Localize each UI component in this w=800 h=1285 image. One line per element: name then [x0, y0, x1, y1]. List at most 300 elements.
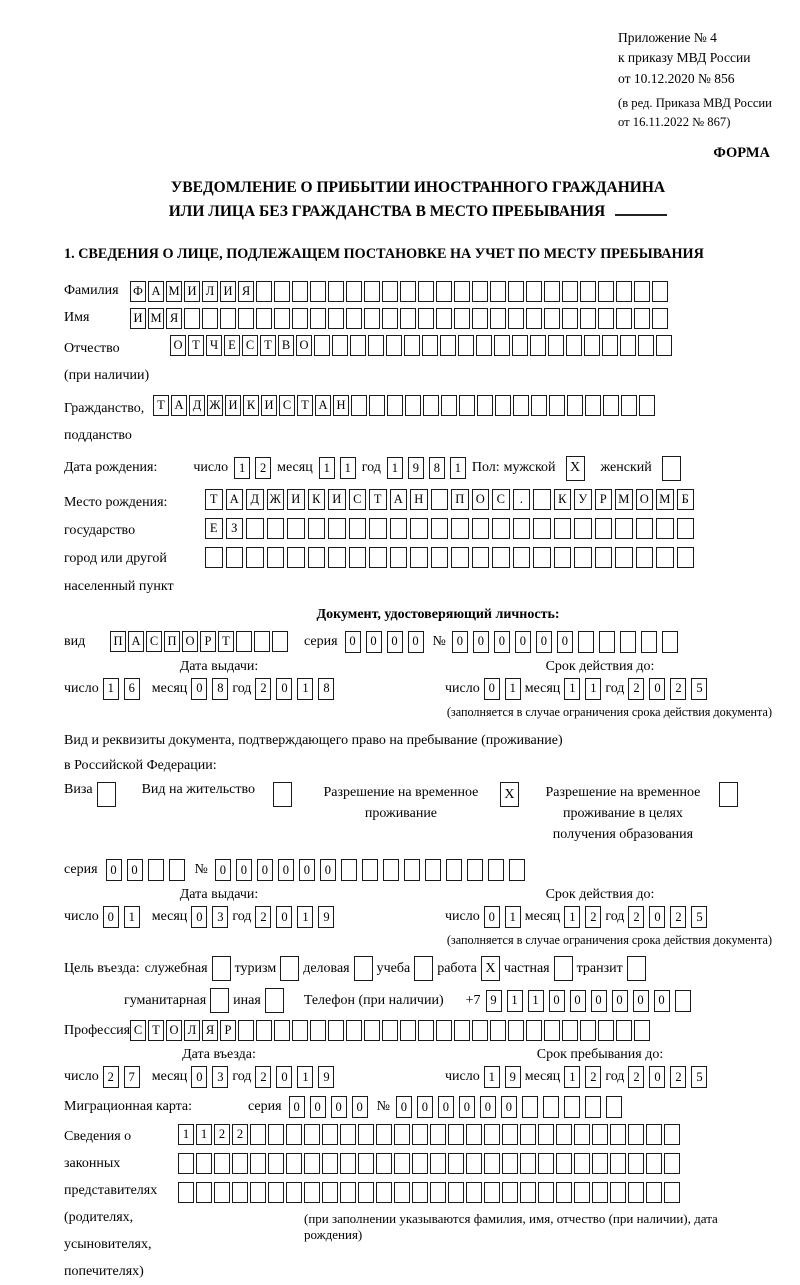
char-cell[interactable]: Р: [220, 1020, 236, 1041]
char-cell[interactable]: [214, 1182, 230, 1203]
purpose-humanitarian-checkbox[interactable]: [210, 988, 229, 1013]
char-cell[interactable]: [595, 518, 613, 539]
char-cell[interactable]: [405, 395, 421, 416]
char-cell[interactable]: [328, 308, 344, 329]
char-cell[interactable]: [598, 1020, 614, 1041]
char-cell[interactable]: [526, 308, 542, 329]
char-cell[interactable]: [664, 1124, 680, 1145]
char-cell[interactable]: [533, 518, 551, 539]
char-cell[interactable]: [246, 547, 264, 568]
char-cell[interactable]: [522, 1096, 538, 1118]
char-cell[interactable]: 0: [310, 1096, 326, 1118]
char-cell[interactable]: М: [166, 281, 182, 302]
char-cell[interactable]: [430, 1153, 446, 1174]
char-cell[interactable]: [580, 308, 596, 329]
char-cell[interactable]: О: [296, 335, 312, 356]
char-cell[interactable]: [638, 335, 654, 356]
char-cell[interactable]: [508, 281, 524, 302]
char-cell[interactable]: [580, 1020, 596, 1041]
char-cell[interactable]: [286, 1153, 302, 1174]
char-cell[interactable]: 0: [299, 859, 315, 881]
char-cell[interactable]: [520, 1153, 536, 1174]
char-cell[interactable]: [328, 547, 346, 568]
char-cell[interactable]: [562, 281, 578, 302]
char-cell[interactable]: [205, 547, 223, 568]
char-cell[interactable]: [410, 547, 428, 568]
visa-checkbox[interactable]: [97, 782, 116, 807]
char-cell[interactable]: [431, 518, 449, 539]
char-cell[interactable]: Я: [202, 1020, 218, 1041]
char-cell[interactable]: 0: [494, 631, 510, 653]
char-cell[interactable]: Ж: [267, 489, 285, 510]
char-cell[interactable]: Ж: [207, 395, 223, 416]
char-cell[interactable]: [250, 1182, 266, 1203]
purpose-official-checkbox[interactable]: [212, 956, 231, 981]
char-cell[interactable]: [310, 1020, 326, 1041]
char-cell[interactable]: [454, 308, 470, 329]
char-cell[interactable]: 0: [484, 906, 500, 928]
char-cell[interactable]: К: [308, 489, 326, 510]
char-cell[interactable]: 5: [691, 906, 707, 928]
char-cell[interactable]: [646, 1124, 662, 1145]
purpose-study-checkbox[interactable]: [414, 956, 433, 981]
char-cell[interactable]: [472, 547, 490, 568]
char-cell[interactable]: Н: [333, 395, 349, 416]
char-cell[interactable]: 2: [628, 1066, 644, 1088]
char-cell[interactable]: 0: [570, 990, 586, 1012]
char-cell[interactable]: [322, 1153, 338, 1174]
char-cell[interactable]: Т: [297, 395, 313, 416]
char-cell[interactable]: 3: [212, 906, 228, 928]
char-cell[interactable]: [448, 1182, 464, 1203]
char-cell[interactable]: [267, 547, 285, 568]
char-cell[interactable]: А: [226, 489, 244, 510]
char-cell[interactable]: [310, 308, 326, 329]
char-cell[interactable]: [543, 1096, 559, 1118]
purpose-tourism-checkbox[interactable]: [280, 956, 299, 981]
char-cell[interactable]: 1: [297, 678, 313, 700]
char-cell[interactable]: [376, 1124, 392, 1145]
char-cell[interactable]: [430, 1124, 446, 1145]
char-cell[interactable]: Д: [246, 489, 264, 510]
char-cell[interactable]: 0: [515, 631, 531, 653]
char-cell[interactable]: [418, 281, 434, 302]
char-cell[interactable]: [513, 547, 531, 568]
char-cell[interactable]: [484, 1182, 500, 1203]
char-cell[interactable]: [394, 1182, 410, 1203]
char-cell[interactable]: [459, 395, 475, 416]
char-cell[interactable]: [556, 1153, 572, 1174]
char-cell[interactable]: 3: [212, 1066, 228, 1088]
char-cell[interactable]: С: [130, 1020, 146, 1041]
char-cell[interactable]: А: [128, 631, 144, 652]
char-cell[interactable]: [585, 395, 601, 416]
char-cell[interactable]: А: [148, 281, 164, 302]
char-cell[interactable]: [598, 281, 614, 302]
char-cell[interactable]: [495, 395, 511, 416]
char-cell[interactable]: 2: [585, 1066, 601, 1088]
char-cell[interactable]: [595, 547, 613, 568]
char-cell[interactable]: [376, 1182, 392, 1203]
char-cell[interactable]: [148, 859, 164, 881]
char-cell[interactable]: [508, 1020, 524, 1041]
char-cell[interactable]: Т: [205, 489, 223, 510]
char-cell[interactable]: 0: [549, 990, 565, 1012]
char-cell[interactable]: [549, 395, 565, 416]
char-cell[interactable]: [620, 631, 636, 653]
char-cell[interactable]: 0: [276, 906, 292, 928]
char-cell[interactable]: [513, 395, 529, 416]
char-cell[interactable]: [615, 518, 633, 539]
char-cell[interactable]: [184, 308, 200, 329]
char-cell[interactable]: [492, 518, 510, 539]
char-cell[interactable]: Т: [369, 489, 387, 510]
char-cell[interactable]: 0: [345, 631, 361, 653]
char-cell[interactable]: [341, 859, 357, 881]
char-cell[interactable]: 0: [331, 1096, 347, 1118]
char-cell[interactable]: [466, 1153, 482, 1174]
char-cell[interactable]: [286, 1124, 302, 1145]
char-cell[interactable]: 8: [318, 678, 334, 700]
char-cell[interactable]: 1: [103, 678, 119, 700]
char-cell[interactable]: [274, 281, 290, 302]
purpose-private-checkbox[interactable]: [554, 956, 573, 981]
char-cell[interactable]: [548, 335, 564, 356]
char-cell[interactable]: [598, 308, 614, 329]
purpose-other-checkbox[interactable]: [265, 988, 284, 1013]
char-cell[interactable]: 9: [505, 1066, 521, 1088]
char-cell[interactable]: [220, 308, 236, 329]
char-cell[interactable]: [246, 518, 264, 539]
char-cell[interactable]: [646, 1153, 662, 1174]
char-cell[interactable]: О: [636, 489, 654, 510]
char-cell[interactable]: [646, 1182, 662, 1203]
char-cell[interactable]: [274, 1020, 290, 1041]
char-cell[interactable]: П: [110, 631, 126, 652]
char-cell[interactable]: Т: [218, 631, 234, 652]
char-cell[interactable]: К: [554, 489, 572, 510]
char-cell[interactable]: [476, 335, 492, 356]
char-cell[interactable]: [526, 281, 542, 302]
char-cell[interactable]: 1: [387, 457, 403, 479]
char-cell[interactable]: [226, 547, 244, 568]
char-cell[interactable]: 1: [178, 1124, 194, 1145]
char-cell[interactable]: 0: [473, 631, 489, 653]
char-cell[interactable]: [606, 1096, 622, 1118]
char-cell[interactable]: [350, 335, 366, 356]
char-cell[interactable]: 1: [340, 457, 356, 479]
char-cell[interactable]: [418, 308, 434, 329]
char-cell[interactable]: [256, 281, 272, 302]
char-cell[interactable]: [472, 518, 490, 539]
char-cell[interactable]: Ф: [130, 281, 146, 302]
char-cell[interactable]: [538, 1124, 554, 1145]
char-cell[interactable]: [584, 335, 600, 356]
char-cell[interactable]: [602, 335, 618, 356]
purpose-transit-checkbox[interactable]: [627, 956, 646, 981]
char-cell[interactable]: [328, 1020, 344, 1041]
char-cell[interactable]: [304, 1153, 320, 1174]
char-cell[interactable]: С: [492, 489, 510, 510]
char-cell[interactable]: 0: [366, 631, 382, 653]
char-cell[interactable]: [346, 1020, 362, 1041]
char-cell[interactable]: 1: [319, 457, 335, 479]
char-cell[interactable]: 2: [670, 906, 686, 928]
char-cell[interactable]: [556, 1182, 572, 1203]
temp-residence-checkbox[interactable]: X: [500, 782, 519, 807]
char-cell[interactable]: [272, 631, 288, 652]
char-cell[interactable]: [268, 1124, 284, 1145]
char-cell[interactable]: [472, 1020, 488, 1041]
char-cell[interactable]: [562, 308, 578, 329]
char-cell[interactable]: [544, 281, 560, 302]
char-cell[interactable]: [603, 395, 619, 416]
char-cell[interactable]: [628, 1124, 644, 1145]
char-cell[interactable]: 0: [591, 990, 607, 1012]
char-cell[interactable]: [636, 518, 654, 539]
char-cell[interactable]: [578, 631, 594, 653]
char-cell[interactable]: [585, 1096, 601, 1118]
char-cell[interactable]: [358, 1124, 374, 1145]
char-cell[interactable]: [580, 281, 596, 302]
char-cell[interactable]: [538, 1153, 554, 1174]
purpose-business-checkbox[interactable]: [354, 956, 373, 981]
char-cell[interactable]: 1: [564, 1066, 580, 1088]
char-cell[interactable]: [592, 1124, 608, 1145]
char-cell[interactable]: [362, 859, 378, 881]
char-cell[interactable]: 2: [255, 906, 271, 928]
char-cell[interactable]: Л: [202, 281, 218, 302]
char-cell[interactable]: 1: [484, 1066, 500, 1088]
char-cell[interactable]: [310, 281, 326, 302]
char-cell[interactable]: Е: [205, 518, 223, 539]
char-cell[interactable]: [641, 631, 657, 653]
char-cell[interactable]: Л: [184, 1020, 200, 1041]
char-cell[interactable]: [458, 335, 474, 356]
char-cell[interactable]: [677, 518, 695, 539]
char-cell[interactable]: [628, 1182, 644, 1203]
char-cell[interactable]: [196, 1153, 212, 1174]
char-cell[interactable]: [566, 335, 582, 356]
char-cell[interactable]: [466, 1182, 482, 1203]
char-cell[interactable]: [454, 281, 470, 302]
char-cell[interactable]: 1: [196, 1124, 212, 1145]
char-cell[interactable]: [382, 308, 398, 329]
char-cell[interactable]: 0: [278, 859, 294, 881]
char-cell[interactable]: Я: [166, 308, 182, 329]
char-cell[interactable]: 0: [417, 1096, 433, 1118]
char-cell[interactable]: О: [182, 631, 198, 652]
char-cell[interactable]: 1: [564, 906, 580, 928]
char-cell[interactable]: [364, 308, 380, 329]
char-cell[interactable]: [574, 1182, 590, 1203]
char-cell[interactable]: 2: [670, 678, 686, 700]
char-cell[interactable]: [358, 1153, 374, 1174]
char-cell[interactable]: 0: [484, 678, 500, 700]
char-cell[interactable]: [178, 1182, 194, 1203]
char-cell[interactable]: [520, 1182, 536, 1203]
char-cell[interactable]: [332, 335, 348, 356]
char-cell[interactable]: [502, 1124, 518, 1145]
char-cell[interactable]: 2: [103, 1066, 119, 1088]
char-cell[interactable]: [349, 518, 367, 539]
char-cell[interactable]: [472, 281, 488, 302]
char-cell[interactable]: [472, 308, 488, 329]
char-cell[interactable]: [446, 859, 462, 881]
char-cell[interactable]: [382, 1020, 398, 1041]
char-cell[interactable]: 0: [289, 1096, 305, 1118]
char-cell[interactable]: [615, 547, 633, 568]
char-cell[interactable]: М: [148, 308, 164, 329]
char-cell[interactable]: [250, 1124, 266, 1145]
char-cell[interactable]: С: [279, 395, 295, 416]
char-cell[interactable]: [436, 281, 452, 302]
char-cell[interactable]: С: [242, 335, 258, 356]
char-cell[interactable]: [202, 308, 218, 329]
char-cell[interactable]: 0: [557, 631, 573, 653]
char-cell[interactable]: [431, 489, 449, 510]
char-cell[interactable]: [308, 518, 326, 539]
char-cell[interactable]: 0: [438, 1096, 454, 1118]
char-cell[interactable]: [422, 335, 438, 356]
char-cell[interactable]: 2: [628, 906, 644, 928]
char-cell[interactable]: [314, 335, 330, 356]
char-cell[interactable]: [390, 518, 408, 539]
char-cell[interactable]: Д: [189, 395, 205, 416]
char-cell[interactable]: [383, 859, 399, 881]
char-cell[interactable]: О: [472, 489, 490, 510]
char-cell[interactable]: [412, 1153, 428, 1174]
char-cell[interactable]: [238, 308, 254, 329]
char-cell[interactable]: [544, 1020, 560, 1041]
char-cell[interactable]: П: [164, 631, 180, 652]
temp-residence-edu-checkbox[interactable]: [719, 782, 738, 807]
char-cell[interactable]: 1: [528, 990, 544, 1012]
char-cell[interactable]: 1: [124, 906, 140, 928]
char-cell[interactable]: [599, 631, 615, 653]
char-cell[interactable]: [574, 518, 592, 539]
char-cell[interactable]: [304, 1124, 320, 1145]
char-cell[interactable]: [662, 631, 678, 653]
char-cell[interactable]: 0: [649, 1066, 665, 1088]
char-cell[interactable]: [404, 859, 420, 881]
char-cell[interactable]: 0: [633, 990, 649, 1012]
char-cell[interactable]: И: [225, 395, 241, 416]
char-cell[interactable]: [675, 990, 691, 1012]
char-cell[interactable]: 1: [585, 678, 601, 700]
char-cell[interactable]: [308, 547, 326, 568]
char-cell[interactable]: 0: [320, 859, 336, 881]
char-cell[interactable]: С: [349, 489, 367, 510]
char-cell[interactable]: Т: [148, 1020, 164, 1041]
char-cell[interactable]: 2: [214, 1124, 230, 1145]
char-cell[interactable]: 1: [505, 906, 521, 928]
char-cell[interactable]: [620, 335, 636, 356]
char-cell[interactable]: 2: [232, 1124, 248, 1145]
char-cell[interactable]: [634, 281, 650, 302]
char-cell[interactable]: Р: [595, 489, 613, 510]
char-cell[interactable]: [328, 518, 346, 539]
char-cell[interactable]: [412, 1182, 428, 1203]
char-cell[interactable]: [322, 1124, 338, 1145]
char-cell[interactable]: [567, 395, 583, 416]
char-cell[interactable]: [386, 335, 402, 356]
char-cell[interactable]: [364, 1020, 380, 1041]
char-cell[interactable]: 9: [318, 1066, 334, 1088]
char-cell[interactable]: [512, 335, 528, 356]
char-cell[interactable]: В: [278, 335, 294, 356]
char-cell[interactable]: 2: [255, 678, 271, 700]
char-cell[interactable]: [410, 518, 428, 539]
char-cell[interactable]: [340, 1182, 356, 1203]
char-cell[interactable]: [328, 281, 344, 302]
char-cell[interactable]: 0: [396, 1096, 412, 1118]
char-cell[interactable]: [425, 859, 441, 881]
char-cell[interactable]: [677, 547, 695, 568]
char-cell[interactable]: 9: [486, 990, 502, 1012]
char-cell[interactable]: 0: [276, 1066, 292, 1088]
char-cell[interactable]: [214, 1153, 230, 1174]
char-cell[interactable]: [574, 547, 592, 568]
char-cell[interactable]: [256, 1020, 272, 1041]
char-cell[interactable]: 0: [257, 859, 273, 881]
char-cell[interactable]: [526, 1020, 542, 1041]
char-cell[interactable]: [531, 395, 547, 416]
char-cell[interactable]: .: [513, 489, 531, 510]
char-cell[interactable]: [418, 1020, 434, 1041]
char-cell[interactable]: [592, 1182, 608, 1203]
char-cell[interactable]: [292, 281, 308, 302]
char-cell[interactable]: [652, 308, 668, 329]
char-cell[interactable]: [513, 518, 531, 539]
char-cell[interactable]: [382, 281, 398, 302]
char-cell[interactable]: [236, 631, 252, 652]
char-cell[interactable]: [448, 1124, 464, 1145]
char-cell[interactable]: 0: [480, 1096, 496, 1118]
char-cell[interactable]: 0: [408, 631, 424, 653]
char-cell[interactable]: [610, 1182, 626, 1203]
char-cell[interactable]: 0: [215, 859, 231, 881]
char-cell[interactable]: [621, 395, 637, 416]
char-cell[interactable]: 0: [649, 906, 665, 928]
char-cell[interactable]: [274, 308, 290, 329]
char-cell[interactable]: [656, 518, 674, 539]
char-cell[interactable]: [256, 308, 272, 329]
char-cell[interactable]: 0: [452, 631, 468, 653]
char-cell[interactable]: [400, 308, 416, 329]
char-cell[interactable]: 2: [585, 906, 601, 928]
char-cell[interactable]: О: [170, 335, 186, 356]
char-cell[interactable]: [533, 547, 551, 568]
char-cell[interactable]: [636, 547, 654, 568]
char-cell[interactable]: [287, 518, 305, 539]
char-cell[interactable]: [664, 1153, 680, 1174]
char-cell[interactable]: [509, 859, 525, 881]
char-cell[interactable]: [454, 1020, 470, 1041]
char-cell[interactable]: [387, 395, 403, 416]
char-cell[interactable]: [634, 308, 650, 329]
char-cell[interactable]: [404, 335, 420, 356]
char-cell[interactable]: [178, 1153, 194, 1174]
char-cell[interactable]: Р: [200, 631, 216, 652]
char-cell[interactable]: [349, 547, 367, 568]
char-cell[interactable]: [346, 308, 362, 329]
char-cell[interactable]: [634, 1020, 650, 1041]
char-cell[interactable]: [268, 1153, 284, 1174]
char-cell[interactable]: [304, 1182, 320, 1203]
char-cell[interactable]: [287, 547, 305, 568]
char-cell[interactable]: [656, 335, 672, 356]
